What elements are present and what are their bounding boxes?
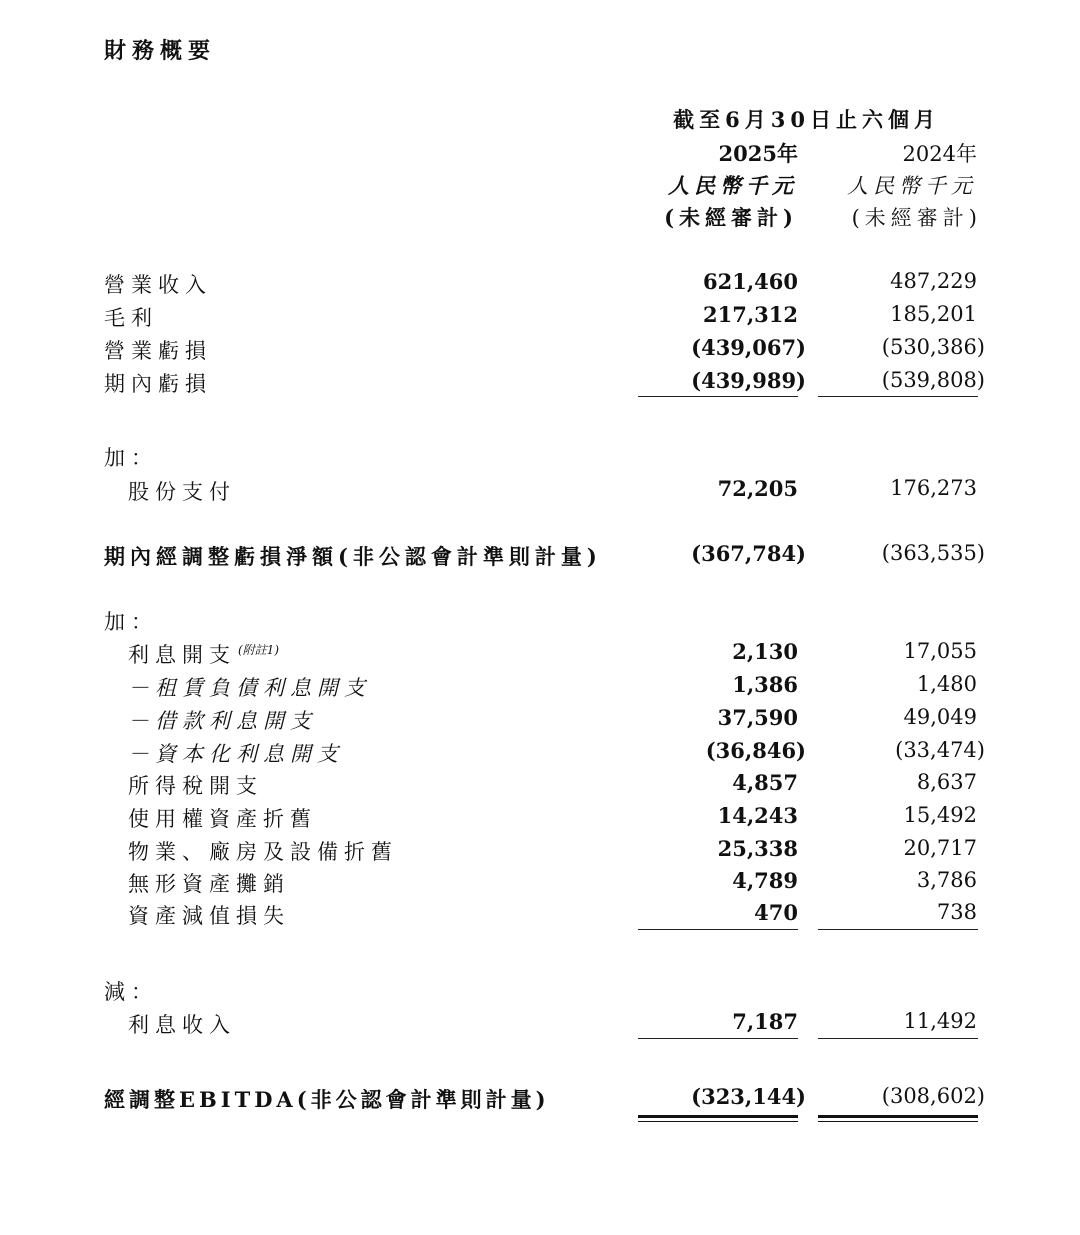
- revenue-2025: 621,460: [703, 269, 798, 294]
- interest-income-2025: 7,187: [732, 1009, 798, 1034]
- impairment-2025: 470: [754, 900, 798, 925]
- currency-2024-header: 人民幣千元: [847, 174, 977, 198]
- double-underline-rule: [638, 1115, 798, 1122]
- underline-rule: [818, 1038, 978, 1039]
- interest-income-2024: 11,492: [903, 1009, 977, 1033]
- year-2025-header: 2025年: [718, 141, 798, 166]
- ppe-depreciation-2024: 20,717: [903, 836, 977, 860]
- rou-depreciation-2025: 14,243: [717, 803, 798, 828]
- gross-profit-2024: 185,201: [890, 302, 977, 326]
- year-2024-header: 2024年: [902, 142, 977, 166]
- lease-interest-label: －租賃負債利息開支: [128, 676, 371, 700]
- ppe-depreciation-label: 物業、廠房及設備折舊: [128, 840, 398, 864]
- adjusted-net-loss-2024: (363,535): [881, 541, 985, 565]
- revenue-label: 營業收入: [104, 273, 212, 297]
- loan-interest-label: －借款利息開支: [128, 709, 317, 733]
- underline-rule: [818, 929, 978, 930]
- rou-depreciation-2024: 15,492: [903, 803, 977, 827]
- currency-2025-header: 人民幣千元: [668, 173, 798, 198]
- underline-rule: [638, 396, 798, 397]
- operating-loss-2024: (530,386): [881, 335, 985, 359]
- amortization-2025: 4,789: [732, 868, 798, 893]
- income-tax-2024: 8,637: [916, 770, 977, 794]
- share-payment-2025: 72,205: [717, 476, 798, 501]
- adjusted-net-loss-2025: (367,784): [691, 541, 806, 566]
- adjusted-net-loss-label: 期內經調整虧損淨額(非公認會計準則計量): [104, 544, 602, 569]
- ppe-depreciation-2025: 25,338: [717, 836, 798, 861]
- capitalized-interest-label: －資本化利息開支: [128, 742, 344, 766]
- share-payment-2024: 176,273: [890, 476, 977, 500]
- underline-rule: [818, 396, 978, 397]
- adjusted-ebitda-2024: (308,602): [881, 1084, 985, 1108]
- impairment-label: 資產減值損失: [128, 904, 290, 928]
- footnote-marker: (附註1): [238, 643, 279, 657]
- rou-depreciation-label: 使用權資產折舊: [128, 807, 317, 831]
- add-label: 加：: [104, 446, 158, 470]
- capitalized-interest-2024: (33,474): [895, 738, 985, 762]
- revenue-2024: 487,229: [890, 269, 977, 293]
- loan-interest-2025: 37,590: [717, 705, 798, 730]
- capitalized-interest-2025: (36,846): [705, 738, 806, 763]
- gross-profit-2025: 217,312: [703, 302, 798, 327]
- period-loss-label: 期內虧損: [104, 372, 212, 396]
- gross-profit-label: 毛利: [104, 306, 158, 330]
- period-loss-2024: (539,808): [881, 368, 985, 392]
- interest-expense-2025: 2,130: [732, 639, 798, 664]
- operating-loss-label: 營業虧損: [104, 339, 212, 363]
- adjusted-ebitda-2025: (323,144): [691, 1084, 806, 1109]
- less-label: 減：: [104, 980, 158, 1004]
- amortization-label: 無形資產攤銷: [128, 872, 290, 896]
- interest-expense-2024: 17,055: [903, 639, 977, 663]
- period-loss-2025: (439,989): [691, 368, 806, 393]
- underline-rule: [638, 929, 798, 930]
- interest-expense-label: 利息開支 $^{(附註1)}$: [128, 643, 279, 667]
- interest-income-label: 利息收入: [128, 1013, 236, 1037]
- page-title: 財務概要: [104, 38, 217, 64]
- adjusted-ebitda-label: 經調整EBITDA(非公認會計準則計量): [104, 1087, 550, 1112]
- audit-2024-header: (未經審計): [851, 206, 982, 230]
- lease-interest-2025: 1,386: [732, 672, 798, 697]
- period-header: 截至6月30日止六個月: [673, 107, 940, 132]
- lease-interest-2024: 1,480: [916, 672, 977, 696]
- income-tax-label: 所得稅開支: [128, 774, 263, 798]
- amortization-2024: 3,786: [916, 868, 977, 892]
- share-payment-label: 股份支付: [128, 480, 236, 504]
- audit-2025-header: (未經審計): [664, 205, 798, 230]
- underline-rule: [638, 1038, 798, 1039]
- double-underline-rule: [818, 1115, 978, 1122]
- operating-loss-2025: (439,067): [691, 335, 806, 360]
- loan-interest-2024: 49,049: [903, 705, 977, 729]
- add-label: 加：: [104, 610, 158, 634]
- income-tax-2025: 4,857: [732, 770, 798, 795]
- impairment-2024: 738: [936, 900, 977, 924]
